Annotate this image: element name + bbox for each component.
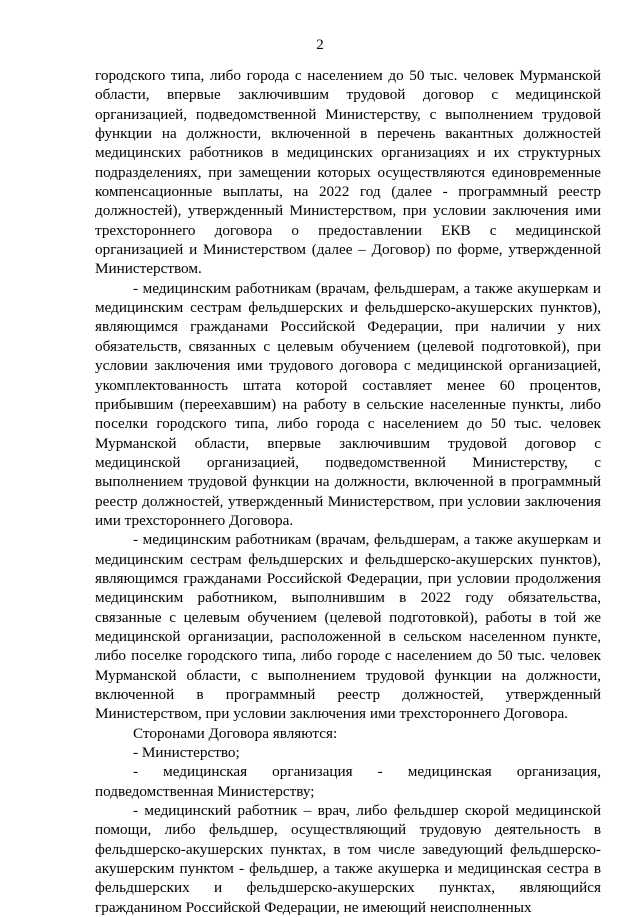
paragraph-bullet-1: - медицинским работникам (врачам, фельдшерам, а также акушеркам и медицинским сестрам фельдшерских и фельдшерско-акушерских пунктов), являющимся гражданами Российской Федерации, при наличии у них обязательств, связанных с целевым обучением (целевой подготовкой), при условии заключения ими трудового договора с медицинской организацией, укомплектованность штата которой составляет менее 60 процентов, прибывшим (переехавшим) на работу в сельские населенные пункты, либо поселки городского типа, либо города с населением до 50 тыс. человек Мурманской области, впервые заключившим трудовой договор с медицинской организацией, подведомственной Министерству, с выполнением трудовой функции на должности, включенной в программный реестр должностей, утвержденный Министерством, при условии заключения ими трехстороннего Договора. [95, 279, 601, 529]
paragraph-bullet-2: - медицинским работникам (врачам, фельдшерам, а также акушеркам и медицинским сестрам фельдшерских и фельдшерско-акушерских пунктов), являющимся гражданами Российской Федерации, при условии продолжения медицинским работником, выполнившим в 2022 году обязательства, связанные с целевым обучением (целевой подготовкой), работы в той же медицинской организации, расположенной в сельском населенном пункте, либо поселке городского типа, либо городе с населением до 50 тыс. человек Мурманской области, с выполнением трудовой функции на должности, включенной в программный реестр должностей, утвержденный Министерством, при условии заключения ими трехстороннего Договора. [95, 531, 601, 723]
paragraph-parties-heading: Сторонами Договора являются: [133, 724, 338, 742]
paragraph-party-worker: - медицинский работник – врач, либо фельдшер скорой медицинской помощи, либо фельдшер, осуществляющий трудовую деятельность в фельдшерско-акушерских пунктах, в том числе заведующий фельдшерско-акушерским пунктом - фельдшер, а также акушерка и медицинская сестра в фельдшерских и фельдшерско-акушерских пунктах, являющийся гражданином Российской Федерации, не имеющий неисполненных [95, 802, 601, 916]
paragraph-party-ministry: - Министерство; [133, 744, 240, 762]
document-body [95, 66, 601, 917]
page-number: 2 [316, 37, 324, 53]
paragraph-continuation: городского типа, либо города с населением до 50 тыс. человек Мурманской области, впервые заключившим трудовой договор с медицинской организацией, подведомственной Министерству, с выполнением трудовой функции на должности, включенной в перечень вакантных должностей медицинских работников в медицинских организациях и их структурных подразделениях, при замещении которых осуществляются единовременные компенсационные выплаты, на 2022 год (далее - программный реестр должностей), утвержденный Министерством, при условии заключения ими трехстороннего договора о предоставлении ЕКВ с медицинской организацией и Министерством (далее – Договор) по форме, утвержденной Министерством. [95, 67, 601, 278]
paragraph-party-organization: - медицинская организация - медицинская организация, подведомственная Министерству; [95, 763, 601, 800]
